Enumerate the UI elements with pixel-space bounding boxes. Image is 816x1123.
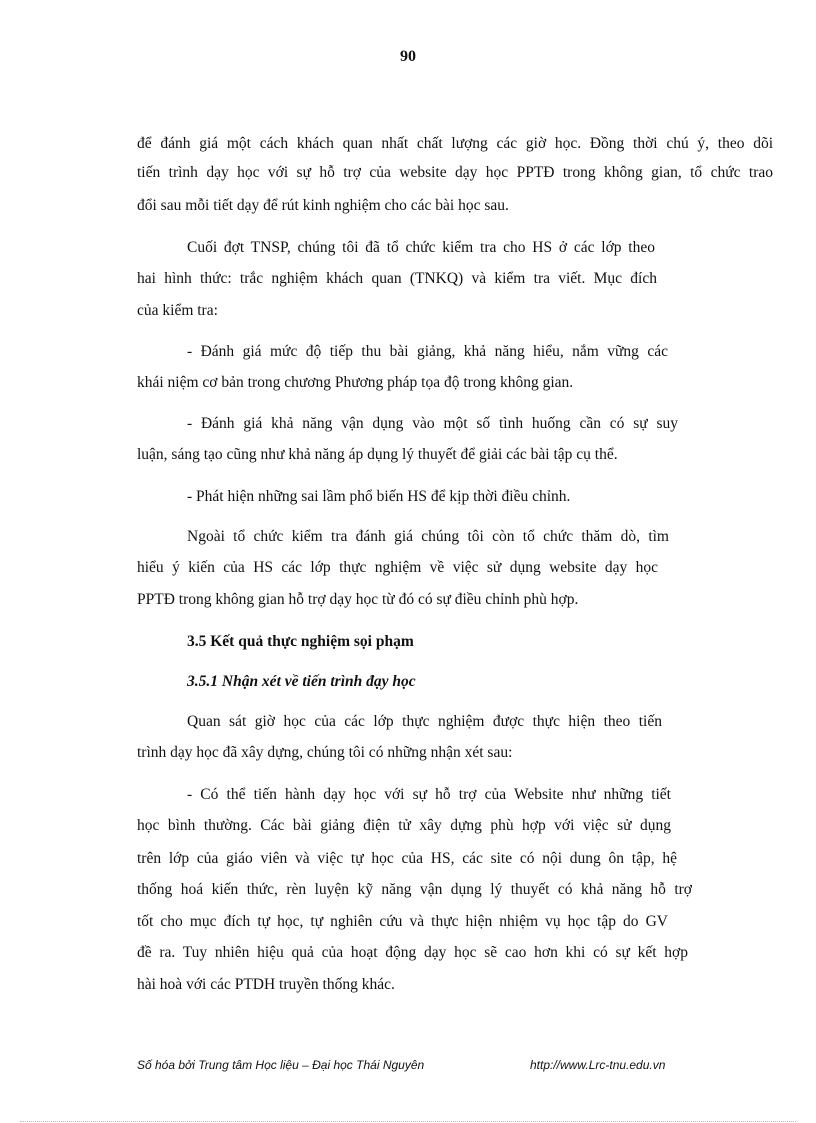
paragraph-line: hai hình thức: trắc nghiệm khách quan (TNKQ) và kiểm tra viết. Mục đích xyxy=(137,270,657,287)
paragraph-line: trên lớp của giáo viên và việc tự học của HS, các site có nội dung ôn tập, hệ xyxy=(137,850,677,867)
section-heading: 3.5 Kết quả thực nghiệm sọi phạm xyxy=(187,633,414,650)
paragraph-line: Ngoài tổ chức kiểm tra đánh giá chúng tôi còn tổ chức thăm dò, tìm xyxy=(187,528,669,545)
paragraph-line: học bình thường. Các bài giảng điện tử xây dựng phù hợp với việc sử dụng xyxy=(137,817,671,834)
paragraph-line: - Đánh giá mức độ tiếp thu bài giảng, khả năng hiểu, nắm vững các xyxy=(187,343,668,360)
paragraph-line: thống hoá kiến thức, rèn luyện kỹ năng vận dụng lý thuyết có khả năng hỗ trợ xyxy=(137,881,692,898)
footer-url[interactable]: http://www.Lrc-tnu.edu.vn xyxy=(530,1058,666,1072)
paragraph-line: luận, sáng tạo cũng như khả năng áp dụng lý thuyết để giải các bài tập cụ thể. xyxy=(137,446,618,463)
paragraph-line: đề ra. Tuy nhiên hiệu quả của hoạt động dạy học sẽ cao hơn khi có sự kết hợp xyxy=(137,944,688,961)
paragraph-line: hiểu ý kiến của HS các lớp thực nghiệm về việc sử dụng website dạy học xyxy=(137,559,658,576)
paragraph-line: tiến trình dạy học với sự hỗ trợ của website dạy học PPTĐ trong không gian, tổ chức trao xyxy=(137,164,773,181)
paragraph-line: đổi sau mỗi tiết dạy để rút kinh nghiệm cho các bài học sau. xyxy=(137,197,509,214)
paragraph-line: Quan sát giờ học của các lớp thực nghiệm được thực hiện theo tiến xyxy=(187,713,662,730)
page-bottom-rule xyxy=(20,1121,796,1122)
subsection-heading: 3.5.1 Nhận xét về tiến trình đạy học xyxy=(187,673,416,690)
paragraph-line: trình dạy học đã xây dựng, chúng tôi có những nhận xét sau: xyxy=(137,744,513,761)
page-number: 90 xyxy=(400,48,416,65)
paragraph-line: - Có thể tiến hành dạy học với sự hỗ trợ của Website như những tiết xyxy=(187,786,671,803)
paragraph-line: Cuối đợt TNSP, chúng tôi đã tổ chức kiểm tra cho HS ở các lớp theo xyxy=(187,239,655,256)
paragraph-line: - Đánh giá khả năng vận dụng vào một số tình huống cần có sự suy xyxy=(187,415,678,432)
paragraph-line: khái niệm cơ bản trong chương Phương pháp tọa độ trong không gian. xyxy=(137,374,574,391)
footer-source: Số hóa bởi Trung tâm Học liệu – Đại học Thái Nguyên xyxy=(137,1058,425,1072)
paragraph-line: PPTĐ trong không gian hỗ trợ dạy học từ đó có sự điều chỉnh phù hợp. xyxy=(137,591,579,608)
paragraph-line: hài hoà với các PTDH truyền thống khác. xyxy=(137,976,395,993)
paragraph-line: của kiểm tra: xyxy=(137,302,218,319)
paragraph-line: - Phát hiện những sai lầm phổ biến HS để kịp thời điều chỉnh. xyxy=(187,488,571,505)
paragraph-line: tốt cho mục đích tự học, tự nghiên cứu và thực hiện nhiệm vụ học tập do GV xyxy=(137,913,668,930)
paragraph-line: để đánh giá một cách khách quan nhất chất lượng các giờ học. Đồng thời chú ý, theo dõi xyxy=(137,135,773,152)
